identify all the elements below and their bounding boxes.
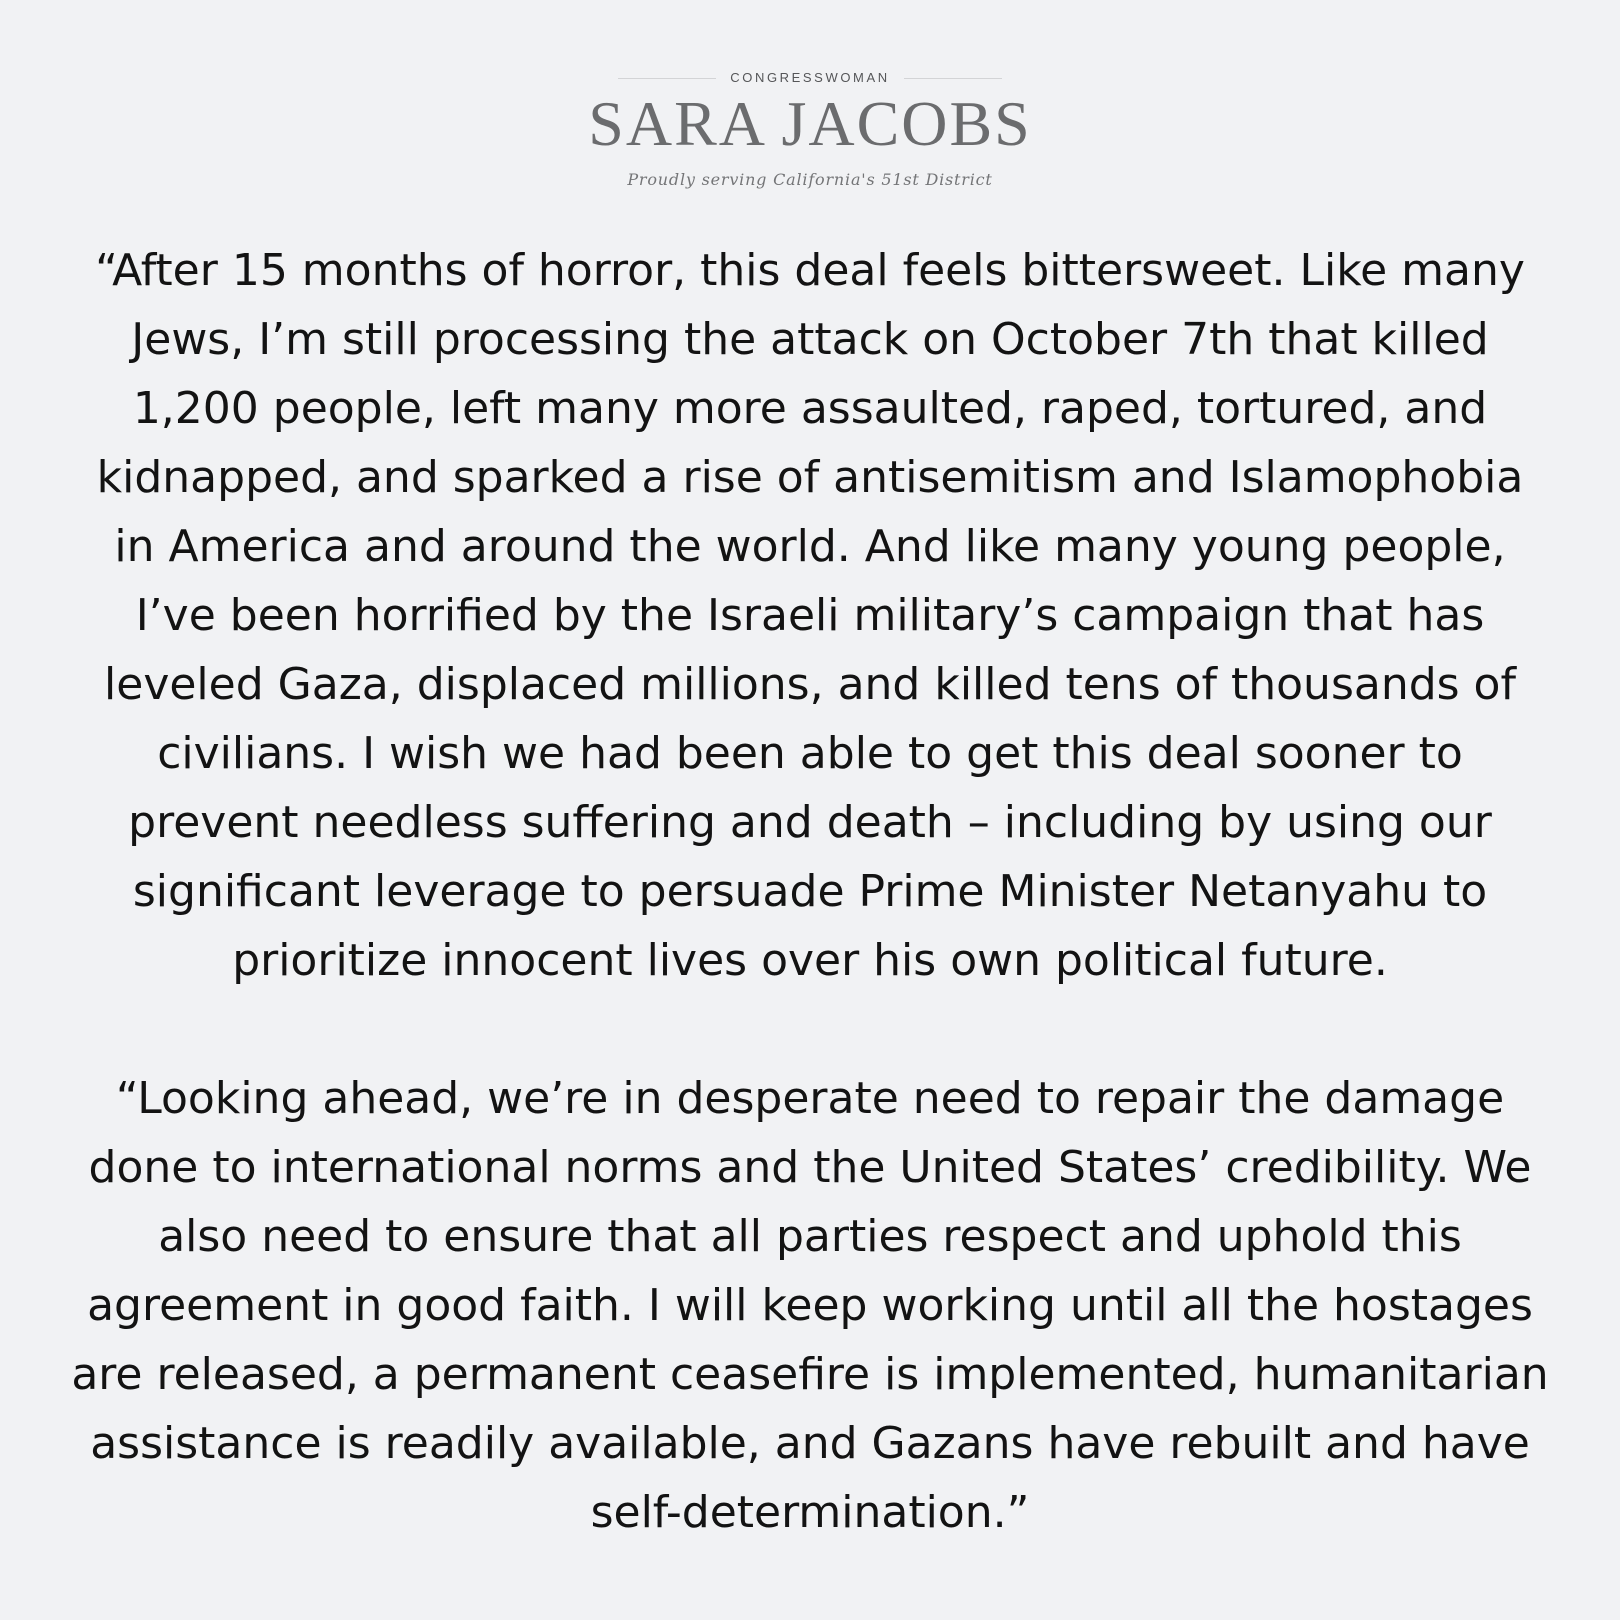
logo-kicker-row [0,66,1620,90]
statement-line: in America and around the world. And like many young people, [114,521,1506,572]
statement-line: 1,200 people, left many more assaulted, raped, tortured, and [132,383,1488,434]
statement-body [45,236,1575,1547]
statement-line: are released, a permanent ceasefire is implemented, humanitarian [71,1349,1549,1400]
statement-line: also need to ensure that all parties respect and uphold this [158,1211,1462,1262]
statement-line: leveled Gaza, displaced millions, and killed tens of thousands of [104,659,1516,710]
logo-name: SARA JACOBS [588,88,1032,159]
statement-line: civilians. I wish we had been able to get this deal sooner to [157,728,1463,779]
kicker-right-rule [904,78,1002,79]
statement-paragraph-2 [45,1064,1575,1547]
statement-line: “Looking ahead, we’re in desperate need to repair the damage [115,1073,1505,1124]
logo-kicker: CONGRESSWOMAN [730,70,890,85]
statement-line: assistance is readily available, and Gazans have rebuilt and have [90,1418,1530,1469]
logo-tagline: Proudly serving California's 51st District [627,170,993,189]
congresswoman-logo [0,66,1620,188]
statement-line: prevent needless suffering and death – including by using our [128,797,1492,848]
statement-line: agreement in good faith. I will keep working until all the hostages [87,1280,1533,1331]
statement-line: I’ve been horrified by the Israeli military’s campaign that has [135,590,1485,641]
statement-line: Jews, I’m still processing the attack on October 7th that killed [131,314,1489,365]
statement-line: self-determination.” [590,1487,1030,1538]
statement-line: done to international norms and the United States’ credibility. We [88,1142,1532,1193]
statement-line: “After 15 months of horror, this deal feels bittersweet. Like many [95,245,1525,296]
kicker-left-rule [618,78,716,79]
statement-paragraph-1 [45,236,1575,995]
statement-line: significant leverage to persuade Prime Minister Netanyahu to [132,866,1488,917]
statement-line: prioritize innocent lives over his own political future. [232,935,1388,986]
statement-line: kidnapped, and sparked a rise of antisemitism and Islamophobia [96,452,1524,503]
